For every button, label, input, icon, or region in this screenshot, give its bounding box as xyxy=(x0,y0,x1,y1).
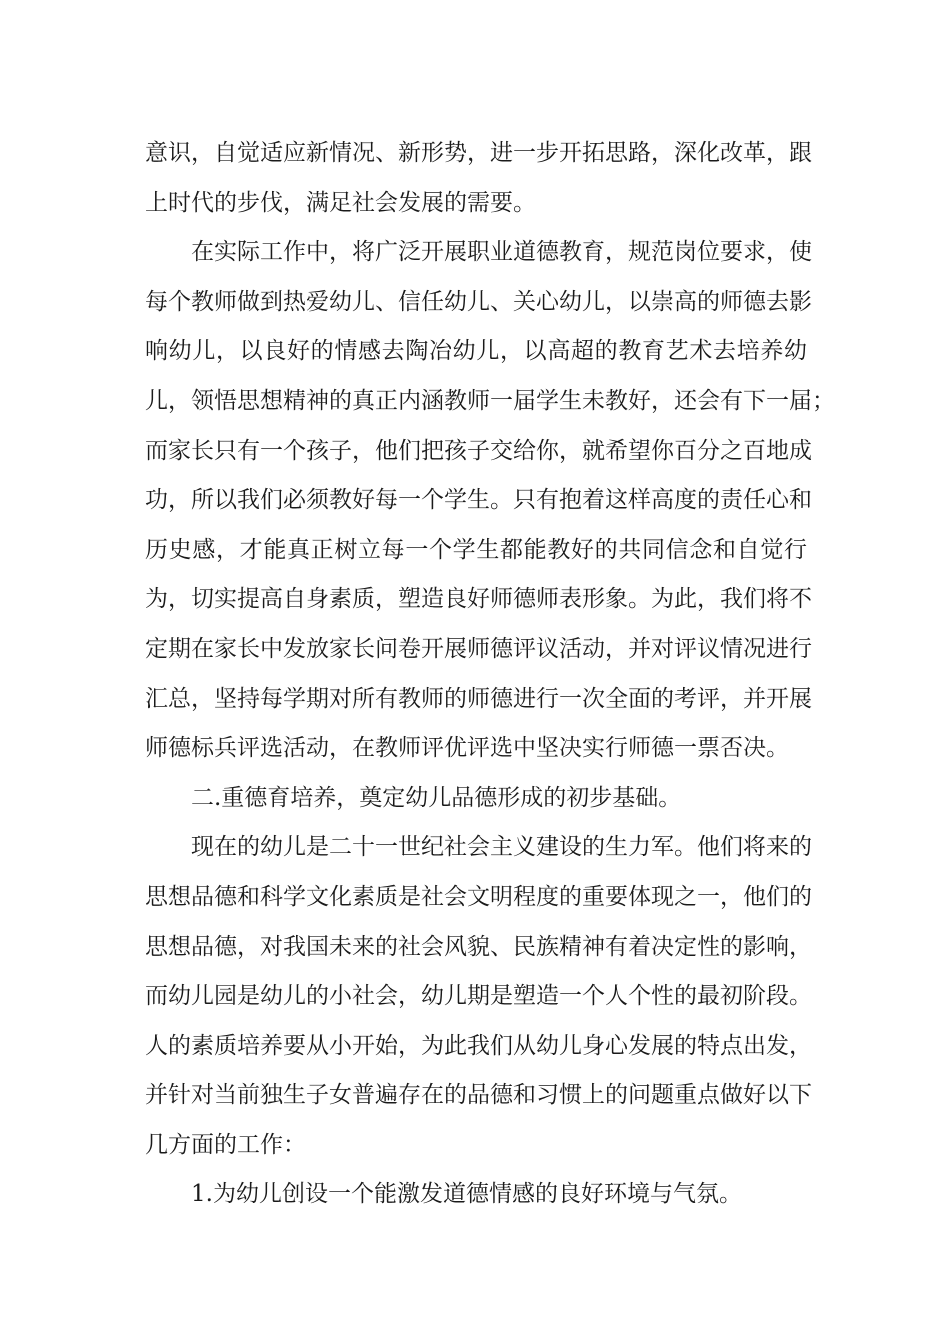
text-line: 人的素质培养要从小开始，为此我们从幼儿身心发展的特点出发， xyxy=(145,1032,812,1059)
text-line: 定期在家长中发放家长问卷开展师德评议活动，并对评议情况进行 xyxy=(145,635,812,662)
text-line: 而家长只有一个孩子，他们把孩子交给你，就希望你百分之百地成 xyxy=(145,437,812,464)
text-line: 思想品德和科学文化素质是社会文明程度的重要体现之一，他们的 xyxy=(145,883,812,910)
text-line: 意识，自觉适应新情况、新形势，进一步开拓思路，深化改革，跟 xyxy=(145,140,812,166)
text-line: 每个教师做到热爱幼儿、信任幼儿、关心幼儿，以崇高的师德去影 xyxy=(145,288,812,315)
text-line: 而幼儿园是幼儿的小社会，幼儿期是塑造一个人个性的最初阶段。 xyxy=(145,983,812,1010)
section-heading: 二.重德育培养，奠定幼儿品德形成的初步基础。 xyxy=(191,784,682,811)
text-line: 并针对当前独生子女普遍存在的品德和习惯上的问题重点做好以下 xyxy=(145,1082,812,1109)
body-text xyxy=(145,129,835,1220)
text-line: 几方面的工作： xyxy=(145,1131,306,1158)
text-line: 在实际工作中，将广泛开展职业道德教育，规范岗位要求，使 xyxy=(191,239,812,266)
text-line: 上时代的步伐，满足社会发展的需要。 xyxy=(145,189,536,216)
numbered-item: 1.为幼儿创设一个能激发道德情感的良好环境与气氛。 xyxy=(191,1181,742,1208)
text-line: 功，所以我们必须教好每一个学生。只有抱着这样高度的责任心和 xyxy=(145,487,812,514)
text-line: 汇总，坚持每学期对所有教师的师德进行一次全面的考评，并开展 xyxy=(145,685,812,712)
text-line: 为，切实提高自身素质，塑造良好师德师表形象。为此，我们将不 xyxy=(145,586,812,613)
text-line: 现在的幼儿是二十一世纪社会主义建设的生力军。他们将来的 xyxy=(191,834,812,861)
text-line: 历史感，才能真正树立每一个学生都能教好的共同信念和自觉行 xyxy=(145,536,807,563)
text-line: 师德标兵评选活动，在教师评优评选中坚决实行师德一票否决。 xyxy=(145,735,789,762)
text-line: 思想品德，对我国未来的社会风貌、民族精神有着决定性的影响， xyxy=(145,933,812,960)
text-line: 响幼儿，以良好的情感去陶冶幼儿，以高超的教育艺术去培养幼 xyxy=(145,338,807,365)
text-line: 儿，领悟思想精神的真正内涵教师一届学生未教好，还会有下一届； xyxy=(145,387,835,414)
